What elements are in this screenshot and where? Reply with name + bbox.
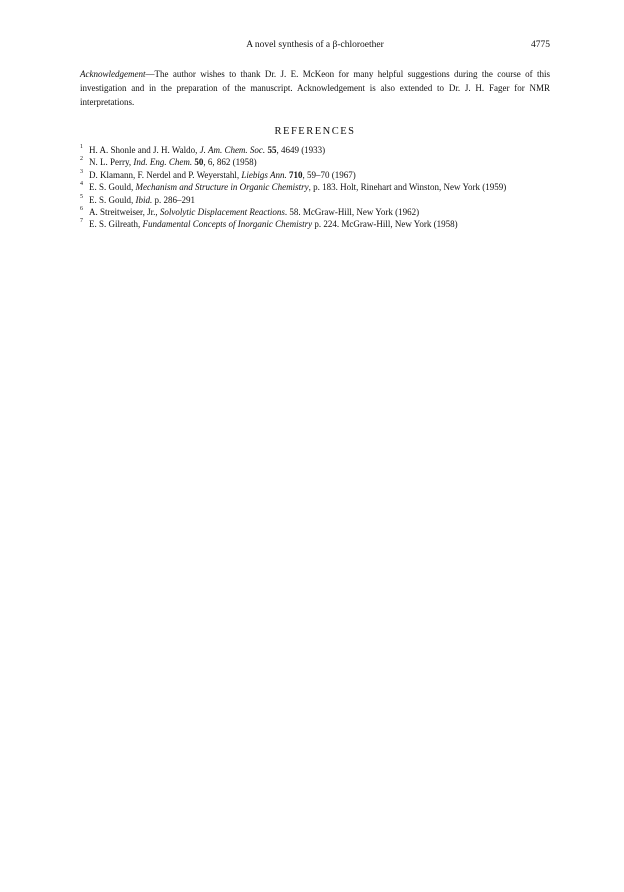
reference-volume: 50 — [194, 157, 204, 168]
reference-details: p. 286–291 — [152, 194, 196, 205]
reference-item — [80, 206, 550, 218]
reference-authors: E. S. Gould, — [89, 194, 136, 205]
reference-authors: D. Klamann, F. Nerdel and P. Weyerstahl, — [89, 169, 242, 180]
reference-authors: A. Streitweiser, Jr., — [89, 207, 160, 218]
running-title: A novel synthesis of a β-chloroether — [246, 40, 384, 50]
reference-authors: E. S. Gilreath, — [89, 219, 143, 230]
reference-volume: 710 — [288, 169, 303, 180]
acknowledgement-text: The author wishes to thank Dr. J. E. McKeon for many helpful suggestions during the course of this investigation and in the preparation of the manuscript. Acknowledgement is also extended to Dr. J. H. Fager for NMR interpretations. — [80, 69, 550, 107]
reference-details: , 59–70 (1967) — [302, 169, 356, 180]
reference-number: 7 — [80, 218, 83, 225]
reference-item — [80, 156, 550, 168]
reference-number: 6 — [80, 206, 83, 213]
reference-journal: J. Am. Chem. Soc. — [199, 145, 266, 155]
reference-details: , 6, 862 (1958) — [203, 157, 257, 168]
reference-details: p. 224. McGraw-Hill, New York (1958) — [312, 219, 458, 230]
reference-authors: H. A. Shonle and J. H. Waldo, — [89, 145, 200, 155]
reference-number: 4 — [80, 181, 83, 188]
reference-details: , 4649 (1933) — [276, 145, 326, 155]
reference-volume: 55 — [267, 145, 277, 155]
acknowledgement-label: Acknowledgement — [80, 69, 146, 79]
reference-number: 2 — [80, 156, 83, 163]
reference-ibid: Ibid. — [135, 194, 153, 205]
reference-item — [80, 169, 550, 181]
reference-book-title: Solvolytic Displacement Reactions — [159, 207, 285, 218]
reference-number: 1 — [80, 144, 83, 150]
reference-details: , p. 183. Holt, Rinehart and Winston, New York (1959) — [308, 182, 507, 193]
reference-journal: Liebigs Ann. — [241, 169, 287, 180]
references-heading: REFERENCES — [274, 126, 356, 137]
acknowledgement-paragraph — [80, 67, 550, 109]
reference-authors: E. S. Gould, — [89, 182, 136, 193]
reference-item — [80, 218, 550, 230]
reference-authors: N. L. Perry, — [89, 157, 134, 168]
reference-book-title: Mechanism and Structure in Organic Chemistry — [135, 182, 309, 193]
reference-number: 5 — [80, 193, 83, 200]
reference-book-title: Fundamental Concepts of Inorganic Chemistry — [142, 219, 313, 230]
reference-list — [80, 144, 550, 231]
acknowledgement-dash: — — [145, 69, 155, 79]
reference-number: 3 — [80, 168, 83, 175]
reference-journal: Ind. Eng. Chem. — [133, 157, 193, 168]
reference-details: . 58. McGraw-Hill, New York (1962) — [284, 207, 420, 218]
reference-item — [80, 144, 550, 156]
page-number: 4775 — [531, 40, 550, 50]
page-header — [80, 40, 550, 54]
reference-item — [80, 194, 550, 206]
reference-item — [80, 181, 550, 193]
